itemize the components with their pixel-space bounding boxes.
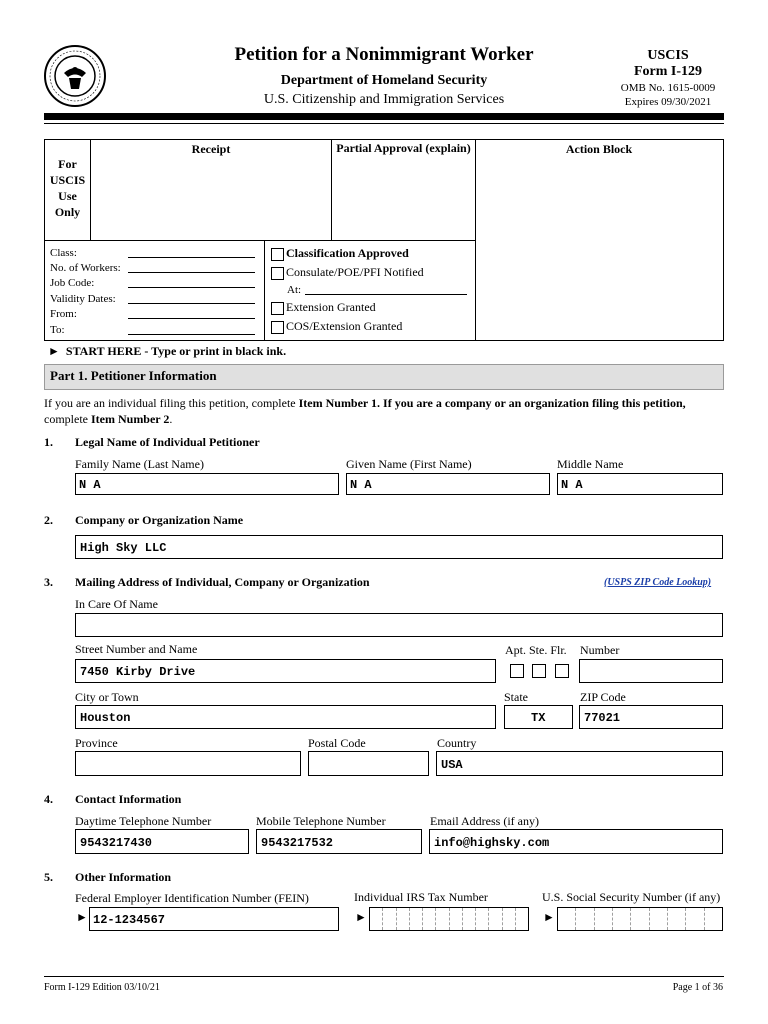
irs-tax-number-label: Individual IRS Tax Number <box>354 890 488 904</box>
apt-number-input[interactable] <box>579 659 723 683</box>
workers-label: No. of Workers: <box>50 262 121 274</box>
start-here-text: START HERE - Type or print in black ink. <box>65 344 287 358</box>
class-line <box>128 257 255 258</box>
classification-approved-label: Classification Approved <box>286 246 409 260</box>
ssn-label: U.S. Social Security Number (if any) <box>542 890 721 904</box>
street-value: 7450 Kirby Drive <box>80 665 196 679</box>
consulate-notified-label: Consulate/POE/PFI Notified <box>286 265 424 279</box>
given-name-input[interactable] <box>346 473 550 495</box>
item2-title: Company or Organization Name <box>75 513 244 527</box>
ste-checkbox[interactable] <box>532 664 546 678</box>
form-number: Form I-129 <box>633 64 703 79</box>
item4-number: 4. <box>44 792 53 806</box>
item1-number: 1. <box>44 435 53 449</box>
family-name-input[interactable] <box>75 473 339 495</box>
receipt-label: Receipt <box>191 142 231 156</box>
daytime-phone-label: Daytime Telephone Number <box>75 814 212 828</box>
to-label: To: <box>50 324 65 336</box>
zip-value: 77021 <box>584 711 621 725</box>
uscis-use-line: For <box>58 157 77 171</box>
arrow-right-icon: ► <box>543 910 555 924</box>
uscis-use-line: Use <box>58 189 77 203</box>
intro-item-ref: Item Number 1. <box>298 396 381 410</box>
city-value: Houston <box>80 711 131 725</box>
postal-code-input[interactable] <box>308 751 429 776</box>
partial-approval-label: Partial Approval (explain) <box>336 141 471 155</box>
street-input[interactable] <box>75 659 496 683</box>
part1-title: Part 1. Petitioner Information <box>50 368 217 383</box>
intro-text: . <box>169 412 173 426</box>
apt-ste-flr-label: Apt. Ste. Flr. <box>505 643 567 657</box>
intro-text: complete <box>44 412 91 426</box>
family-name-value: N A <box>79 478 101 492</box>
expiration-date: Expires 09/30/2021 <box>624 96 712 108</box>
action-block-label: Action Block <box>565 142 633 156</box>
intro-item-ref: Item Number 2 <box>90 412 170 426</box>
country-label: Country <box>437 736 477 750</box>
province-input[interactable] <box>75 751 301 776</box>
header-rule <box>44 113 724 120</box>
to-line <box>128 334 255 335</box>
company-name-input[interactable] <box>75 535 723 559</box>
footer-page-number: Page 1 of 36 <box>672 982 723 993</box>
item5-number: 5. <box>44 870 53 884</box>
cos-extension-granted-checkbox[interactable] <box>271 321 284 334</box>
country-value: USA <box>441 758 463 772</box>
number-label: Number <box>580 643 620 657</box>
fein-label: Federal Employer Identification Number (FEIN) <box>75 891 309 905</box>
uscis-use-line: Only <box>54 205 81 219</box>
arrow-right-icon: ► <box>355 910 367 924</box>
class-label: Class: <box>50 247 77 259</box>
job-code-label: Job Code: <box>50 277 95 289</box>
province-label: Province <box>75 736 118 750</box>
zip-input[interactable] <box>579 705 723 729</box>
footer-rule <box>44 976 724 977</box>
intro-text-bold: If you are a company or an organization filing this petition, <box>380 396 686 410</box>
apt-checkbox[interactable] <box>510 664 524 678</box>
divider <box>45 240 476 241</box>
department-name: Department of Homeland Security <box>280 73 488 88</box>
item4-title: Contact Information <box>75 792 182 806</box>
country-input[interactable] <box>436 751 723 776</box>
mobile-phone-label: Mobile Telephone Number <box>256 814 386 828</box>
item3-number: 3. <box>44 575 53 589</box>
header-rule-thin <box>44 123 724 124</box>
care-of-input[interactable] <box>75 613 723 637</box>
mobile-phone-input[interactable] <box>256 829 422 854</box>
validity-line <box>128 303 255 304</box>
item5-title: Other Information <box>75 870 172 884</box>
job-code-line <box>128 287 255 288</box>
uscis-label: USCIS <box>647 48 689 63</box>
usps-zip-lookup-link[interactable]: (USPS ZIP Code Lookup) <box>604 577 712 588</box>
validity-dates-label: Validity Dates: <box>50 293 116 305</box>
item1-title: Legal Name of Individual Petitioner <box>75 435 260 449</box>
postal-code-label: Postal Code <box>308 736 366 750</box>
ssn-input[interactable] <box>557 907 723 931</box>
extension-granted-checkbox[interactable] <box>271 302 284 315</box>
arrow-right-icon: ► <box>76 910 88 924</box>
daytime-phone-value: 9543217430 <box>80 836 153 850</box>
footer-edition: Form I-129 Edition 03/10/21 <box>44 982 160 993</box>
start-here-instruction <box>48 344 286 359</box>
consulate-notified-checkbox[interactable] <box>271 267 284 280</box>
item3-title: Mailing Address of Individual, Company or Organization <box>75 575 370 589</box>
email-input[interactable] <box>429 829 723 854</box>
family-name-label: Family Name (Last Name) <box>75 457 204 471</box>
given-name-label: Given Name (First Name) <box>346 457 472 471</box>
email-label: Email Address (if any) <box>430 814 539 828</box>
middle-name-input[interactable] <box>557 473 723 495</box>
uscis-use-line: USCIS <box>49 173 86 187</box>
at-line <box>305 294 467 295</box>
middle-name-label: Middle Name <box>557 457 624 471</box>
extension-granted-label: Extension Granted <box>286 300 376 314</box>
from-line <box>128 318 255 319</box>
care-of-label: In Care Of Name <box>75 597 158 611</box>
agency-name: U.S. Citizenship and Immigration Services <box>263 92 505 107</box>
classification-approved-checkbox[interactable] <box>271 248 284 261</box>
at-label: At: <box>287 284 302 296</box>
middle-name-value: N A <box>561 478 583 492</box>
given-name-value: N A <box>350 478 372 492</box>
fein-value: 12-1234567 <box>93 913 166 927</box>
intro-text: If you are an individual filing this petition, complete <box>44 396 299 410</box>
item2-number: 2. <box>44 513 53 527</box>
city-label: City or Town <box>75 690 139 704</box>
workers-line <box>128 272 255 273</box>
zip-label: ZIP Code <box>580 690 626 704</box>
mobile-phone-value: 9543217532 <box>261 836 334 850</box>
form-title: Petition for a Nonimmigrant Worker <box>234 44 534 65</box>
state-select[interactable] <box>504 705 573 729</box>
street-label: Street Number and Name <box>75 642 198 656</box>
from-label: From: <box>50 308 77 320</box>
fein-input[interactable] <box>89 907 339 931</box>
divider <box>264 240 265 340</box>
city-input[interactable] <box>75 705 496 729</box>
state-label: State <box>504 690 528 704</box>
part1-intro <box>44 395 734 427</box>
state-value: TX <box>531 711 546 725</box>
arrow-right-icon: ► <box>48 344 60 358</box>
flr-checkbox[interactable] <box>555 664 569 678</box>
daytime-phone-input[interactable] <box>75 829 249 854</box>
email-value: info@highsky.com <box>434 836 550 850</box>
company-name-value: High Sky LLC <box>80 541 167 555</box>
omb-number: OMB No. 1615-0009 <box>620 82 716 94</box>
for-uscis-use-only <box>45 156 90 220</box>
irs-tax-number-input[interactable] <box>369 907 529 931</box>
cos-extension-granted-label: COS/Extension Granted <box>286 319 403 333</box>
